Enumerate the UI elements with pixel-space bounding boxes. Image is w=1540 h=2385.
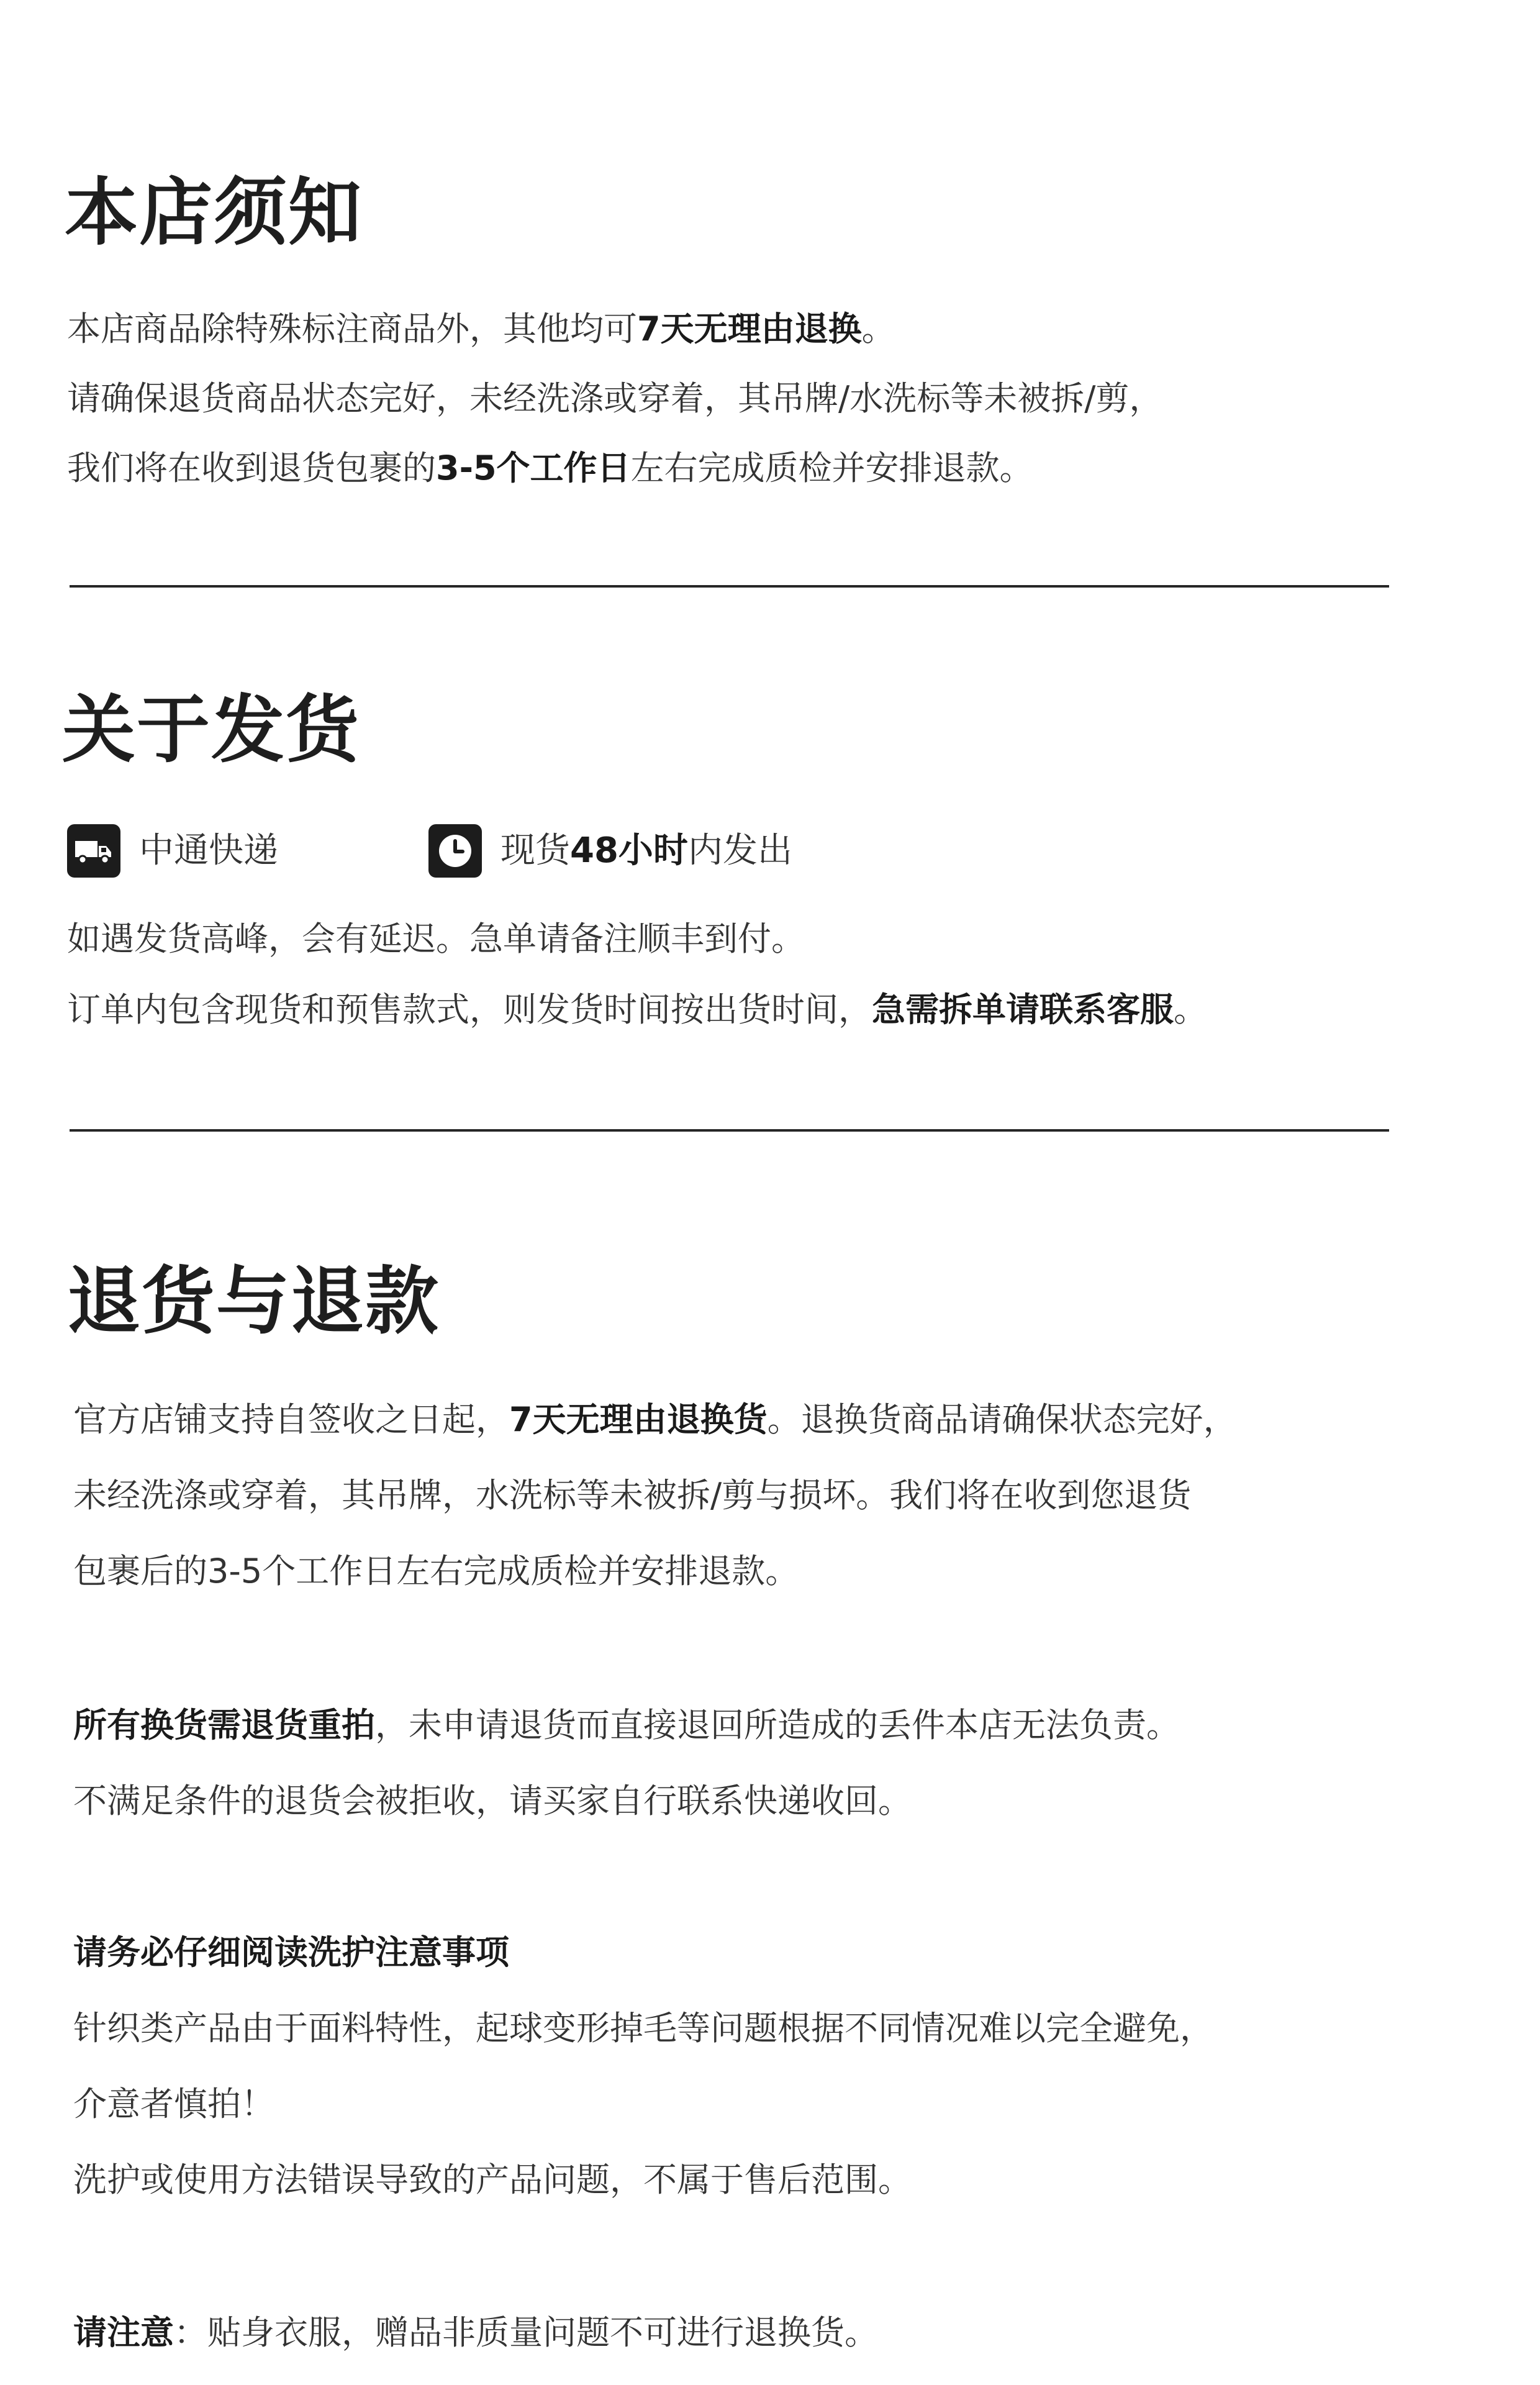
returns-p1-line-2: 未经洗涤或穿着，其吊牌，水洗标等未被拆/剪与损坏。我们将在收到您退货 — [73, 1476, 1192, 1515]
returns-7day-highlight: 7天无理由退换货 — [509, 1400, 768, 1439]
care-line-1: 针织类产品由于面料特性，起球变形掉毛等问题根据不同情况难以完全避免， — [73, 2009, 1213, 2048]
courier-label: 中通快递 — [139, 830, 278, 871]
notice-workdays-highlight: 3-5个工作日 — [436, 448, 631, 488]
shipping-title: 关于发货 — [62, 687, 361, 773]
truck-icon — [67, 824, 120, 878]
notice-line-1: 本店商品除特殊标注商品外，其他均可7天无理由退换。 — [67, 309, 895, 348]
shipping-line-2: 订单内包含现货和预售款式，则发货时间按出货时间，急需拆单请联系客服。 — [67, 990, 1207, 1029]
courier-info — [67, 823, 278, 879]
notice-line-3: 我们将在收到退货包裹的3-5个工作日左右完成质检并安排退款。 — [67, 448, 1033, 488]
notice-title: 本店须知 — [65, 170, 363, 255]
attention-label: 请注意 — [73, 2313, 174, 2352]
divider-1 — [70, 585, 1389, 588]
divider-2 — [70, 1129, 1389, 1132]
shipping-line-1: 如遇发货高峰，会有延迟。急单请备注顺丰到付。 — [67, 919, 805, 958]
returns-title: 退货与退款 — [67, 1258, 440, 1344]
notice-7day-highlight: 7天无理由退换 — [637, 309, 862, 348]
returns-p1-line-1: 官方店铺支持自签收之日起，7天无理由退换货。退换货商品请确保状态完好， — [73, 1400, 1237, 1439]
care-line-2: 介意者慎拍！ — [73, 2084, 274, 2124]
delivery-time-info — [428, 823, 792, 879]
returns-p1-line-3: 包裹后的3-5个工作日左右完成质检并安排退款。 — [73, 1551, 799, 1591]
returns-p2-line-2: 不满足条件的退货会被拒收，请买家自行联系快递收回。 — [73, 1781, 912, 1820]
returns-p2-line-1: 所有换货需退货重拍，未申请退货而直接退回所造成的丢件本店无法负责。 — [73, 1706, 1180, 1745]
delivery-time-label: 现货48小时内发出 — [500, 830, 792, 871]
care-title: 请务必仔细阅读洗护注意事项 — [73, 1933, 509, 1972]
clock-icon — [428, 824, 482, 878]
exchange-reorder-highlight: 所有换货需退货重拍 — [73, 1706, 375, 1745]
split-order-highlight: 急需拆单请联系客服 — [872, 990, 1174, 1029]
attention-note: 请注意：贴身衣服，赠品非质量问题不可进行退换货。 — [73, 2313, 878, 2352]
care-line-3: 洗护或使用方法错误导致的产品问题，不属于售后范围。 — [73, 2160, 912, 2199]
notice-line-2: 请确保退货商品状态完好，未经洗涤或穿着，其吊牌/水洗标等未被拆/剪， — [67, 379, 1163, 418]
